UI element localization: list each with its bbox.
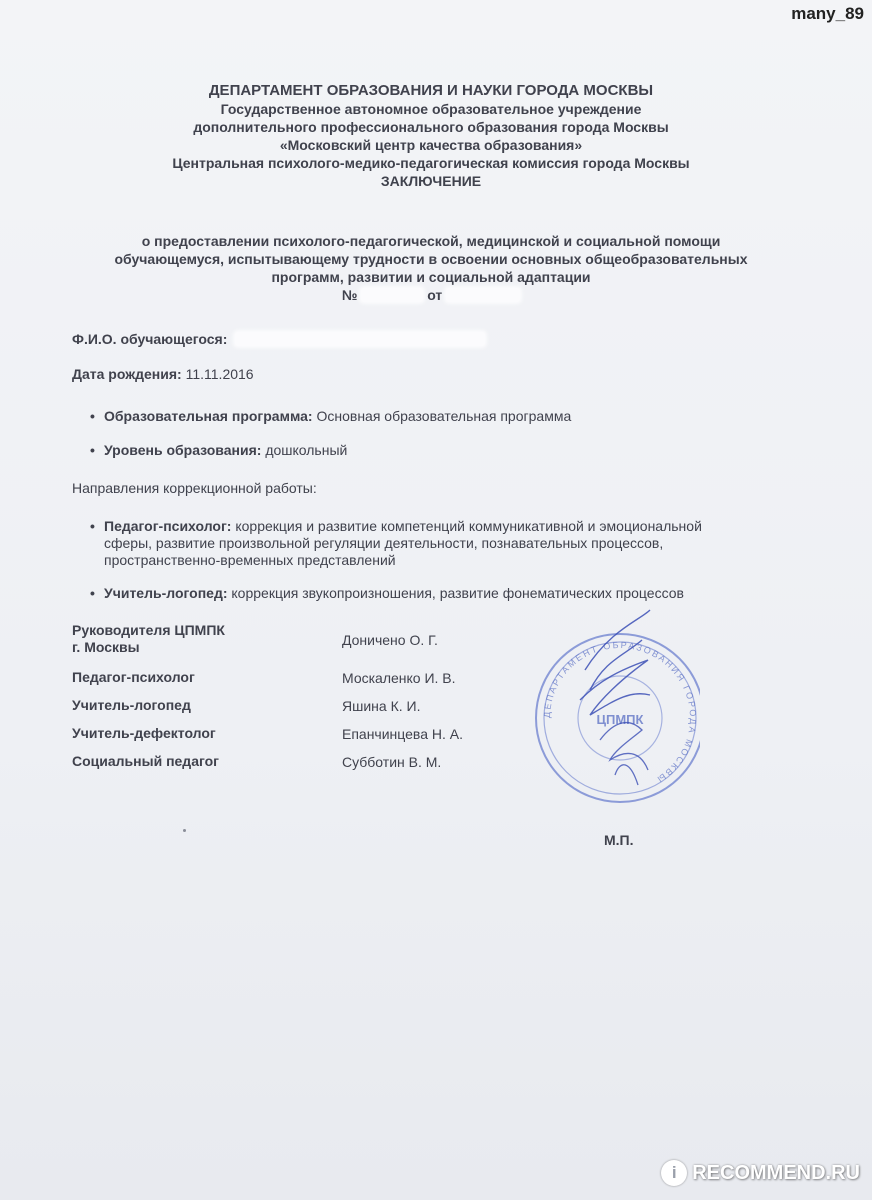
watermark-logo-icon: i [661,1160,687,1186]
number-label: № [341,287,358,303]
signature-role-social-teacher: Социальный педагог [72,753,220,769]
header-department: ДЕПАРТАМЕНТ ОБРАЗОВАНИЯ И НАУКИ ГОРОДА МОСКВЫ [208,82,654,99]
level-item [90,442,770,459]
header-line-1: Государственное автономное образовательное учреждение [220,101,642,117]
paper-speck [183,829,186,832]
document-header [0,82,862,190]
program-value: Основная образовательная программа [316,408,572,424]
signature-role-head [72,622,225,656]
signature-name-psychologist: Москаленко И. В. [342,670,456,686]
signature-scribble-1 [580,610,650,715]
signature-name-social-teacher: Субботин В. М. [342,754,442,770]
bullet-icon: • [90,585,95,601]
speech-therapist-label: Учитель-логопед: [104,585,228,601]
signature-name-head: Доничено О. Г. [342,632,438,648]
psychologist-item [90,518,770,569]
signature-role-psychologist: Педагог-психолог [72,669,195,685]
psychologist-line-2: сферы, развитие произвольной регуляции деятельности, познавательных процессов, [104,535,664,551]
bullet-icon: • [90,408,95,424]
program-label: Образовательная программа: [104,408,313,424]
redacted-student-name [235,332,485,346]
signature-name-speech-therapist: Яшина К. И. [342,698,421,714]
birth-date-value: 11.11.2016 [185,366,254,382]
header-line-2: дополнительного профессионального образования города Москвы [193,119,669,135]
psychologist-line-3: пространственно-временных представлений [104,552,396,568]
subject-line-1: о предоставлении психолого-педагогической, медицинской и социальной помощи [141,233,721,249]
stamp-center-text: ЦПМПК [596,712,644,727]
watermark-text: RECOMMEND.RU [692,1161,860,1184]
psychologist-line-1: Педагог-психолог: коррекция и развитие компетенций коммуникативной и эмоциональной [104,518,702,534]
subject-line-2: обучающемуся, испытывающему трудности в освоении основных общеобразовательных [114,251,748,267]
document-title: ЗАКЛЮЧЕНИЕ [380,173,482,189]
head-role-line-1: Руководителя ЦПМПК [72,622,225,638]
student-name-label: Ф.И.О. обучающегося: [72,331,228,347]
psychologist-label: Педагог-психолог: [104,518,232,534]
level-label: Уровень образования: [104,442,262,458]
signature-scribble-2 [600,723,648,785]
from-label: от [427,287,443,303]
redacted-date [446,288,520,302]
signature-role-defectologist: Учитель-дефектолог [72,725,216,741]
signature-name-defectologist: Епанчинцева Н. А. [342,726,464,742]
subject-line-3: программ, развитии и социальной адаптации [271,269,591,285]
recommend-watermark [661,1160,860,1186]
document-number-line [0,286,862,304]
speech-therapist-value: коррекция звукопроизношения, развитие фонематических процессов [231,585,684,601]
student-name-field [72,331,485,347]
header-line-3: «Московский центр качества образования» [279,137,583,153]
stamp-place-label: М.П. [604,832,634,848]
signature-role-speech-therapist: Учитель-логопед [72,697,191,713]
stamp-ring-text: ДЕПАРТАМЕНТ ОБРАЗОВАНИЯ ГОРОДА МОСКВЫ [541,639,699,786]
official-stamp [530,600,700,810]
level-value: дошкольный [265,442,348,458]
bullet-icon: • [90,518,95,534]
username-label: many_89 [791,4,864,23]
redacted-number [361,288,423,302]
bullet-icon: • [90,442,95,458]
head-role-line-2: г. Москвы [72,639,140,655]
birth-date-field [72,366,254,382]
header-line-4: Центральная психолого-медико-педагогическая комиссия города Москвы [172,155,690,171]
program-item [90,408,770,425]
document-subject [0,232,862,304]
correction-heading: Направления коррекционной работы: [72,480,317,496]
birth-date-label: Дата рождения: [72,366,182,382]
